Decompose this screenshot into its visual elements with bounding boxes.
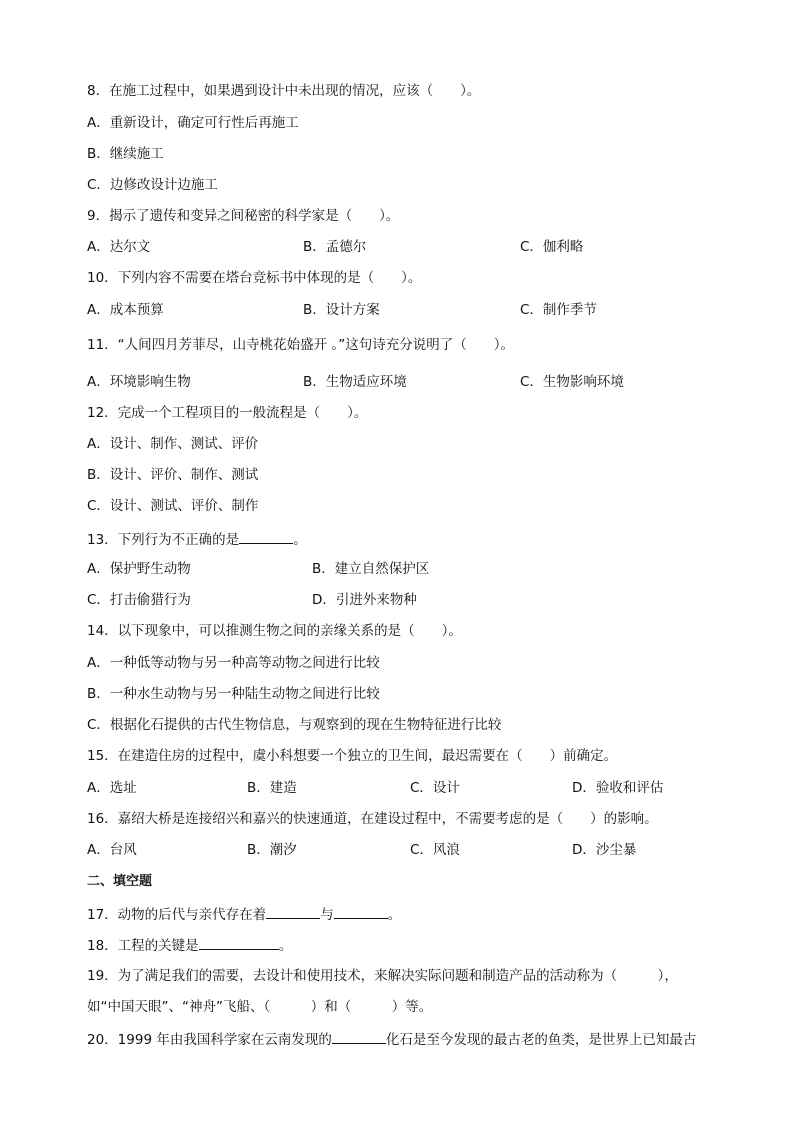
q13-option-d[interactable]: D．引进外来物种 xyxy=(312,592,417,608)
q9-option-c[interactable]: C．伽利略 xyxy=(520,239,584,255)
q13-stem xyxy=(87,529,307,549)
q9-option-a[interactable]: A．达尔文 xyxy=(87,239,151,255)
q8-stem: 8．在施工过程中，如果遇到设计中未出现的情况，应该（ ）。 xyxy=(87,83,481,99)
q8-option-b[interactable]: B．继续施工 xyxy=(87,146,164,162)
q11-option-a[interactable]: A．环境影响生物 xyxy=(87,374,191,390)
q16-option-d[interactable]: D．沙尘暴 xyxy=(572,842,637,858)
q15-option-c[interactable]: C．设计 xyxy=(410,780,460,796)
q17-blank-1[interactable] xyxy=(266,904,320,919)
q17-blank-2[interactable] xyxy=(334,904,388,919)
q15-option-b[interactable]: B．建造 xyxy=(247,780,297,796)
q17-text-before: 17．动物的后代与亲代存在着 xyxy=(87,907,267,923)
q8-option-a[interactable]: A．重新设计，确定可行性后再施工 xyxy=(87,115,299,131)
q20-text-before: 20．1999 年由我国科学家在云南发现的 xyxy=(87,1032,332,1048)
q14-option-c[interactable]: C．根据化石提供的古代生物信息，与观察到的现在生物特征进行比较 xyxy=(87,717,502,733)
q12-option-b[interactable]: B．设计、评价、制作、测试 xyxy=(87,467,259,483)
q20-blank[interactable] xyxy=(332,1029,386,1044)
q10-stem: 10．下列内容不需要在塔台竞标书中体现的是（ ）。 xyxy=(87,270,422,286)
q19-line-2: 如“中国天眼”、“神舟”飞船、（ ）和（ ）等。 xyxy=(87,999,433,1015)
q10-option-a[interactable]: A．成本预算 xyxy=(87,302,164,318)
q16-option-c[interactable]: C．风浪 xyxy=(410,842,460,858)
q17-text-middle: 与 xyxy=(320,907,334,923)
q8-option-c[interactable]: C．边修改设计边施工 xyxy=(87,177,218,193)
q13-option-b[interactable]: B．建立自然保护区 xyxy=(312,561,430,577)
q15-option-a[interactable]: A．选址 xyxy=(87,780,137,796)
q13-option-c[interactable]: C．打击偷猎行为 xyxy=(87,592,191,608)
q18-text-before: 18．工程的关键是 xyxy=(87,938,199,954)
q18-text-after: 。 xyxy=(278,938,293,954)
q9-option-b[interactable]: B．孟德尔 xyxy=(303,239,367,255)
q14-option-b[interactable]: B．一种水生动物与另一种陆生动物之间进行比较 xyxy=(87,686,380,702)
q13-option-a[interactable]: A．保护野生动物 xyxy=(87,561,191,577)
q18-stem xyxy=(87,935,292,955)
q12-option-a[interactable]: A．设计、制作、测试、评价 xyxy=(87,436,259,452)
q13-stem-end: 。 xyxy=(293,532,307,548)
q11-stem: 11．“人间四月芳菲尽，山寺桃花始盛开 。”这句诗充分说明了（ ）。 xyxy=(87,337,514,353)
q12-option-c[interactable]: C．设计、测试、评价、制作 xyxy=(87,498,259,514)
q17-text-after: 。 xyxy=(387,907,402,923)
q14-option-a[interactable]: A．一种低等动物与另一种高等动物之间进行比较 xyxy=(87,655,380,671)
q10-option-b[interactable]: B．设计方案 xyxy=(303,302,380,318)
q20-text-after: 化石是至今发现的最古老的鱼类，是世界上已知最古 xyxy=(385,1032,697,1048)
q15-option-d[interactable]: D．验收和评估 xyxy=(572,780,664,796)
q15-stem: 15．在建造住房的过程中，虞小科想要一个独立的卫生间，最迟需要在（ ）前确定。 xyxy=(87,748,618,764)
q11-option-c[interactable]: C．生物影响环境 xyxy=(520,374,624,390)
q10-option-c[interactable]: C．制作季节 xyxy=(520,302,597,318)
q12-stem: 12．完成一个工程项目的一般流程是（ ）。 xyxy=(87,405,368,421)
q16-stem: 16．嘉绍大桥是连接绍兴和嘉兴的快速通道，在建设过程中，不需要考虑的是（ ）的影响。 xyxy=(87,811,658,827)
q9-stem: 9．揭示了遗传和变异之间秘密的科学家是（ ）。 xyxy=(87,208,400,224)
q11-option-b[interactable]: B．生物适应环境 xyxy=(303,374,407,390)
q18-blank[interactable] xyxy=(199,935,279,950)
q19-line-1: 19．为了满足我们的需要，去设计和使用技术，来解决实际问题和制造产品的活动称为（ ）， xyxy=(87,968,678,984)
q20-stem xyxy=(87,1029,696,1049)
section-fill-in-heading: 二、填空题 xyxy=(87,874,153,889)
q13-answer-blank[interactable] xyxy=(239,529,293,544)
q14-stem: 14．以下现象中，可以推测生物之间的亲缘关系的是（ ）。 xyxy=(87,623,462,639)
q16-option-a[interactable]: A．台风 xyxy=(87,842,137,858)
q16-option-b[interactable]: B．潮汐 xyxy=(247,842,297,858)
q13-stem-text: 13．下列行为不正确的是 xyxy=(87,532,240,548)
q17-stem xyxy=(87,904,401,924)
